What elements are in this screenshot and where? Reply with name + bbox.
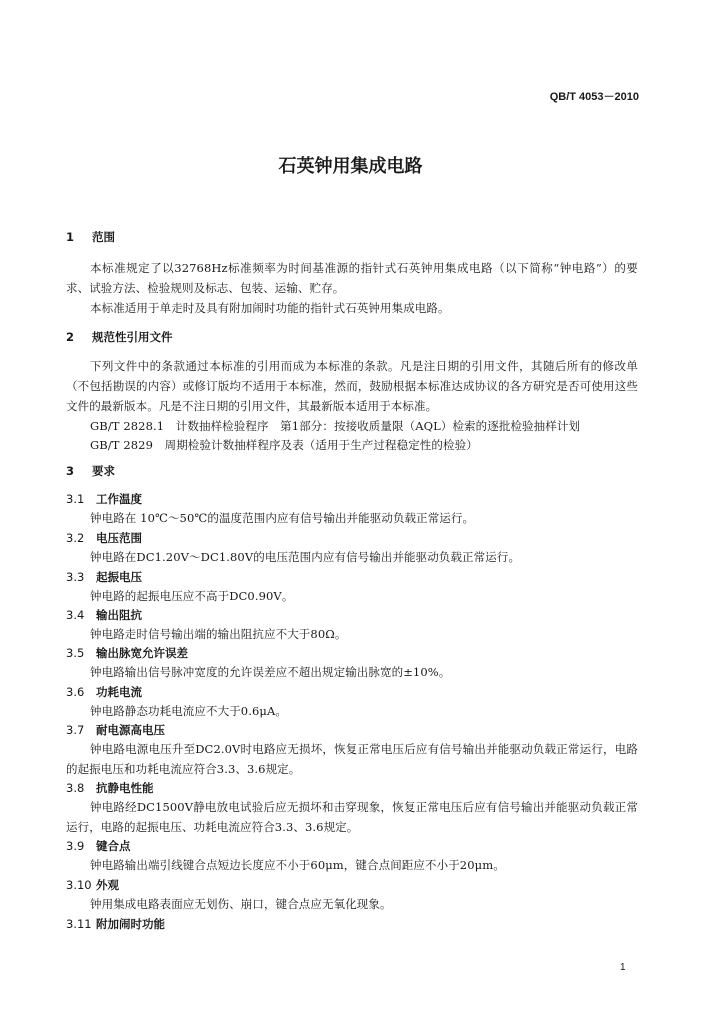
paragraph: 钟电路的起振电压应不高于DC0.90V。	[90, 589, 294, 603]
subsection-title: 外观	[96, 878, 119, 892]
document-title: 石英钟用集成电路	[278, 156, 423, 177]
page-number: 1	[620, 962, 626, 973]
paragraph: 钟用集成电路表面应无划伤、崩口，键合点应无氧化现象。	[90, 897, 392, 911]
section-title: 范围	[92, 230, 115, 244]
subsection-number: 3.2	[66, 531, 85, 545]
paragraph: 钟电路在 10℃～50℃的温度范围内应有信号输出并能驱动负载正常运行。	[90, 511, 475, 525]
subsection-number: 3.11	[66, 917, 92, 931]
subsection-number: 3.3	[66, 570, 85, 584]
section-number: 3	[66, 464, 75, 478]
section-title: 要求	[92, 464, 115, 478]
paragraph: 本标准适用于单走时及具有附加闹时功能的指针式石英钟用集成电路。	[90, 301, 450, 315]
subsection-heading	[66, 530, 142, 546]
subsection-title: 输出脉宽允许误差	[96, 646, 188, 660]
subsection-number: 3.1	[66, 492, 85, 506]
subsection-heading	[66, 645, 188, 661]
subsection-title: 耐电源高电压	[96, 723, 165, 737]
subsection-heading	[66, 780, 154, 796]
subsection-title: 附加闹时功能	[96, 917, 165, 931]
subsection-heading	[66, 916, 165, 932]
section-title: 规范性引用文件	[92, 330, 173, 344]
subsection-title: 输出阻抗	[96, 608, 142, 622]
subsection-heading	[66, 877, 119, 893]
paragraph: 钟电路电源电压升至DC2.0V时电路应无损坏，恢复正常电压后应有信号输出并能驱动负载正常运行，电路的起振电压和功耗电流应符合3.3、3.6规定。	[66, 742, 638, 776]
subsection-title: 电压范围	[96, 531, 142, 545]
section-number: 2	[66, 330, 75, 344]
subsection-title: 工作温度	[96, 492, 142, 506]
paragraph: 本标准规定了以32768Hz标准频率为时间基准源的指针式石英钟用集成电路（以下简称“钟电路”）的要求、试验方法、检验规则及标志、包装、运输、贮存。	[66, 261, 638, 295]
section-1-heading	[66, 229, 115, 245]
standard-code: QB/T 4053－2010	[549, 91, 639, 103]
section-3-heading	[66, 463, 115, 479]
reference-item: GB/T 2828.1 计数抽样检验程序 第1部分：按接收质量限（AQL）检索的逐批检验抽样计划	[90, 419, 581, 433]
subsection-heading	[66, 722, 165, 738]
subsection-number: 3.8	[66, 781, 85, 795]
section-2-heading	[66, 329, 173, 345]
subsection-title: 键合点	[96, 839, 131, 853]
subsection-number: 3.7	[66, 723, 85, 737]
paragraph: 钟电路输出端引线键合点短边长度应不小于60μm，键合点间距应不小于20μm。	[90, 858, 505, 872]
subsection-title: 功耗电流	[96, 685, 142, 699]
paragraph: 钟电路走时信号输出端的输出阻抗应不大于80Ω。	[90, 627, 347, 641]
subsection-number: 3.5	[66, 646, 85, 660]
subsection-title: 起振电压	[96, 570, 142, 584]
section-number: 1	[66, 230, 75, 244]
subsection-heading	[66, 684, 142, 700]
subsection-title: 抗静电性能	[96, 781, 154, 795]
subsection-number: 3.10	[66, 878, 92, 892]
subsection-number: 3.4	[66, 608, 85, 622]
paragraph: 钟电路在DC1.20V～DC1.80V的电压范围内应有信号输出并能驱动负载正常运行。	[90, 550, 521, 564]
subsection-number: 3.6	[66, 685, 85, 699]
subsection-heading	[66, 838, 131, 854]
subsection-heading	[66, 607, 142, 623]
subsection-heading	[66, 491, 142, 507]
reference-item: GB/T 2829 周期检验计数抽样程序及表（适用于生产过程稳定性的检验）	[90, 438, 478, 452]
subsection-heading	[66, 569, 142, 585]
paragraph: 下列文件中的条款通过本标准的引用而成为本标准的条款。凡是注日期的引用文件，其随后所有的修改单（不包括勘误的内容）或修订版均不适用于本标准，然而，鼓励根据本标准达成协议的各方研究是否可使用这些文件的最新版本。凡是不注日期的引用文件，其最新版本适用于本标准。	[66, 359, 638, 413]
paragraph: 钟电路输出信号脉冲宽度的允许误差应不超出规定输出脉宽的±10%。	[90, 665, 451, 679]
paragraph: 钟电路静态功耗电流应不大于0.6μA。	[90, 704, 287, 718]
subsection-number: 3.9	[66, 839, 85, 853]
paragraph: 钟电路经DC1500V静电放电试验后应无损坏和击穿现象，恢复正常电压后应有信号输出并能驱动负载正常运行，电路的起振电压、功耗电流应符合3.3、3.6规定。	[66, 800, 638, 834]
